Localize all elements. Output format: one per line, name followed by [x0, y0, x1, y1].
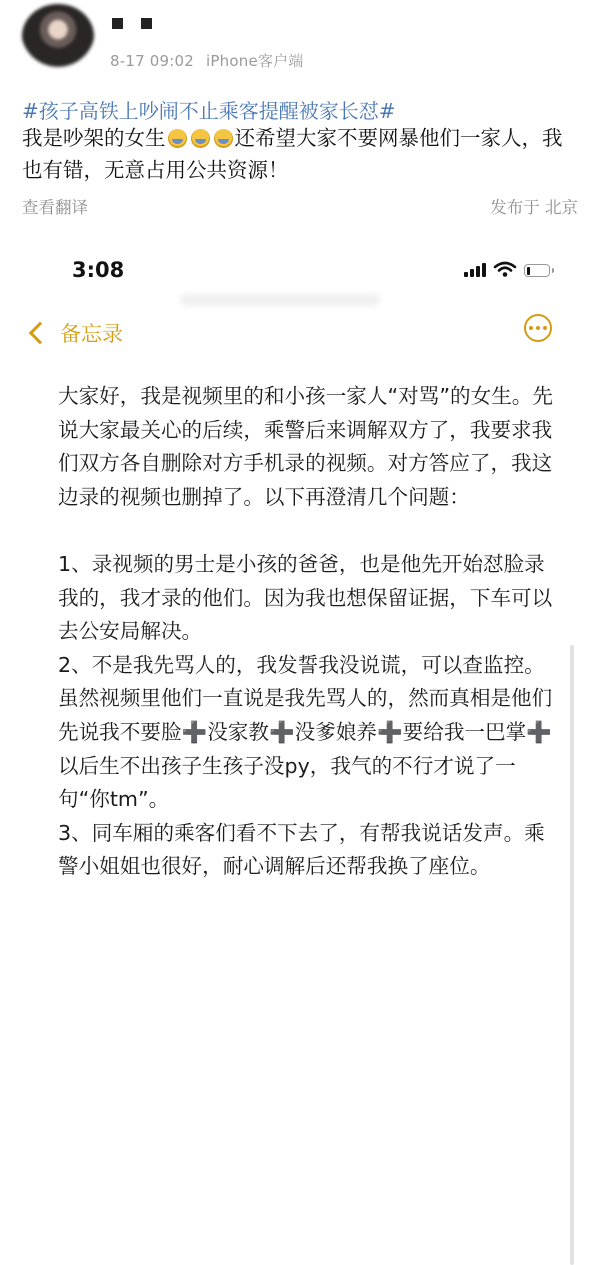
crying-emoji-icon	[191, 129, 210, 148]
note-paragraph: 3、同车厢的乘客们看不下去了，有帮我说话发声。乘警小姐姐也很好，耐心调解后还帮我换了座位。	[58, 820, 545, 879]
username-redacted[interactable]	[112, 14, 170, 33]
back-button[interactable]	[32, 318, 123, 348]
status-time: 3:08	[72, 258, 125, 282]
crying-emoji-icon	[168, 129, 187, 148]
post-time: 8-17 09:02	[110, 52, 195, 70]
back-label: 备忘录	[60, 322, 123, 346]
status-icons	[464, 261, 550, 277]
weibo-post	[0, 0, 600, 232]
wifi-icon	[493, 261, 517, 277]
more-options-icon[interactable]	[524, 314, 552, 342]
post-location: 发布于 北京	[490, 198, 578, 217]
note-paragraph: 1、录视频的男士是小孩的爸爸，也是他先开始怼脸录我的，我才录的他们。因为我也想保留证据，下车可以去公安局解决。	[58, 551, 553, 644]
note-paragraph: 大家好，我是视频里的和小孩一家人“对骂”的女生。先说大家最关心的后续，乘警后来调解双方了，我要求我们双方各自删除对方手机录的视频。对方答应了，我这边录的视频也删掉了。以下再澄清几个问题：	[58, 384, 553, 509]
crying-emoji-icon	[214, 129, 233, 148]
hashtag-link[interactable]: #孩子高铁上吵闹不止乘客提醒被家长怼#	[22, 99, 396, 123]
post-text-after: 还希望大家不要网暴他们一家人，我也有错，无意占用公共资源！	[22, 126, 563, 182]
notes-screenshot	[0, 240, 600, 1025]
note-blank-line	[58, 514, 558, 548]
blurred-overlay	[180, 294, 380, 306]
avatar[interactable]	[22, 4, 94, 68]
notes-navbar	[0, 310, 600, 360]
note-paragraph: 2、不是我先骂人的，我发誓我没说谎，可以查监控。虽然视频里他们一直说是我先骂人的，然而真相是他们先说我不要脸➕没家教➕没爹娘养➕要给我一巴掌➕以后生不出孩子生孩子没py，我气的不行才说了一句“你tm”。	[58, 652, 553, 812]
chevron-left-icon	[29, 322, 52, 345]
post-device: iPhone客户端	[206, 52, 304, 70]
post-text-before: 我是吵架的女生	[22, 126, 166, 150]
signal-icon	[464, 263, 486, 277]
translate-link[interactable]: 查看翻译	[22, 198, 88, 217]
battery-icon	[524, 264, 550, 277]
note-body	[58, 380, 558, 884]
post-text	[22, 122, 582, 186]
scrollbar[interactable]	[570, 645, 574, 1265]
post-meta	[110, 50, 315, 71]
